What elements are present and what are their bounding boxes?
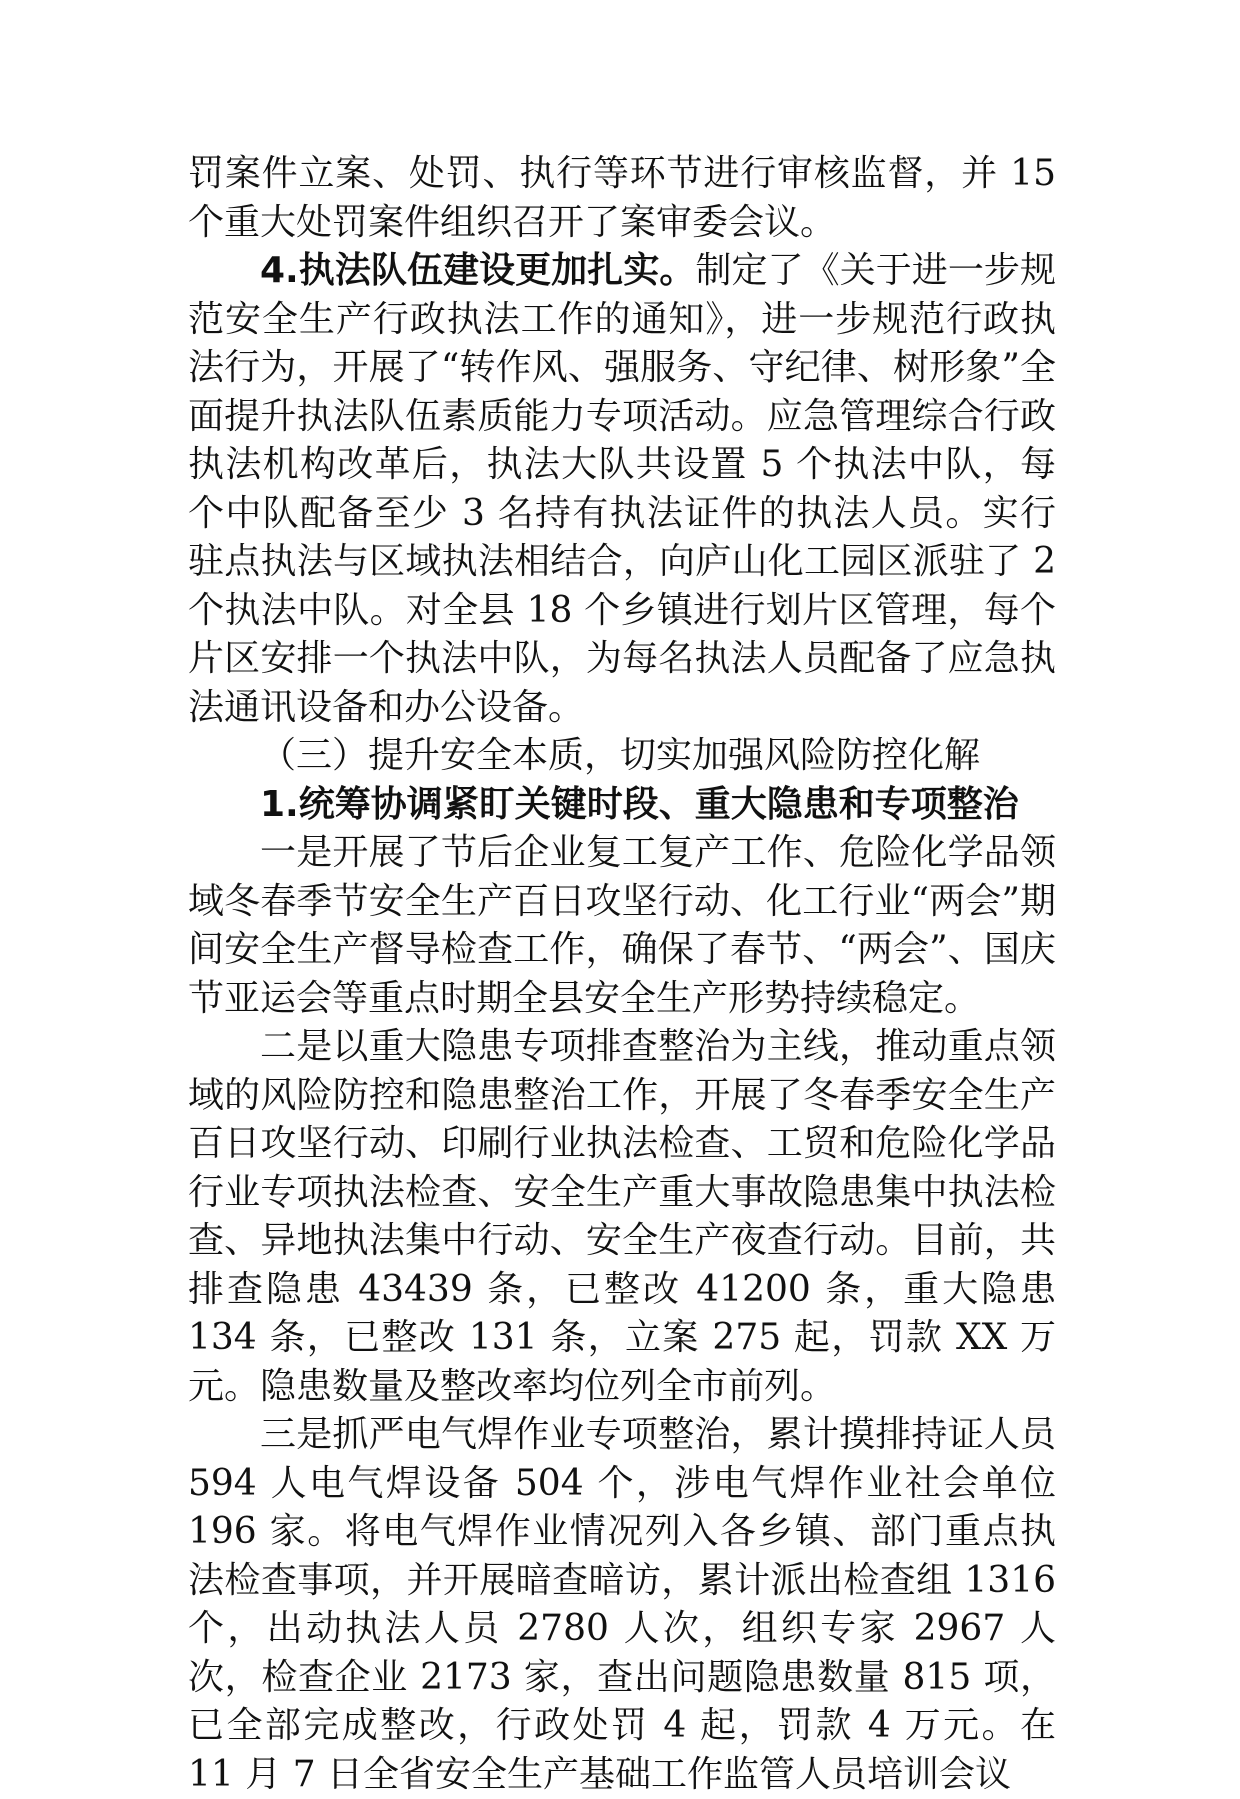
heading-enforcement-team: 4.执法队伍建设更加扎实。	[260, 250, 696, 291]
paragraph-first-point: 一是开展了节后企业复工复产工作、危险化学品领域冬春季节安全生产百日攻坚行动、化工行业“两会”期间安全生产督导检查工作，确保了春节、“两会”、国庆节亚运会等重点时期全县安全生产形势持续稳定。	[188, 832, 1056, 1019]
paragraph-third-point: 三是抓严电气焊作业专项整治，累计摸排持证人员 594 人电气焊设备 504 个，涉电气焊作业社会单位 196 家。将电气焊作业情况列入各乡镇、部门重点执法检查事项，并开展暗查暗访，累计派出检查组 1316 个，出动执法人员 2780 人次，组织专家 2967 人次，检查企业 2173 家，查出问题隐患数量 815 项，已全部完成整改，行政处罚 4 起，罚款 4 万元。在 11 月 7 日全省安全生产基础工作监管人员培训会议	[188, 1414, 1056, 1795]
paragraph-enforcement-team	[188, 247, 1056, 732]
section-heading-risk-prevention: （三）提升安全本质，切实加强风险防控化解	[260, 735, 981, 776]
paragraph-enforcement-team-body: 制定了《关于进一步规范安全生产行政执法工作的通知》，进一步规范行政执法行为，开展了“转作风、强服务、守纪律、树形象”全面提升执法队伍素质能力专项活动。应急管理综合行政执法机构改革后，执法大队共设置 5 个执法中队，每个中队配备至少 3 名持有执法证件的执法人员。实行驻点执法与区域执法相结合，向庐山化工园区派驻了 2 个执法中队。对全县 18 个乡镇进行划片区管理，每个片区安排一个执法中队，为每名执法人员配备了应急执法通讯设备和办公设备。	[188, 250, 1056, 728]
paragraph-case-review: 罚案件立案、处罚、执行等环节进行审核监督，并 15 个重大处罚案件组织召开了案审委会议。	[188, 153, 1056, 243]
subheading-key-periods: 1.统筹协调紧盯关键时段、重大隐患和专项整治	[260, 783, 1019, 825]
paragraph-second-point: 二是以重大隐患专项排查整治为主线，推动重点领域的风险防控和隐患整治工作，开展了冬春季安全生产百日攻坚行动、印刷行业执法检查、工贸和危险化学品行业专项执法检查、安全生产重大事故隐患集中执法检查、异地执法集中行动、安全生产夜查行动。目前，共排查隐患 43439 条，已整改 41200 条，重大隐患 134 条，已整改 131 条，立案 275 起，罚款 XX 万元。隐患数量及整改率均位列全市前列。	[188, 1026, 1056, 1407]
document-page	[188, 150, 1056, 1799]
